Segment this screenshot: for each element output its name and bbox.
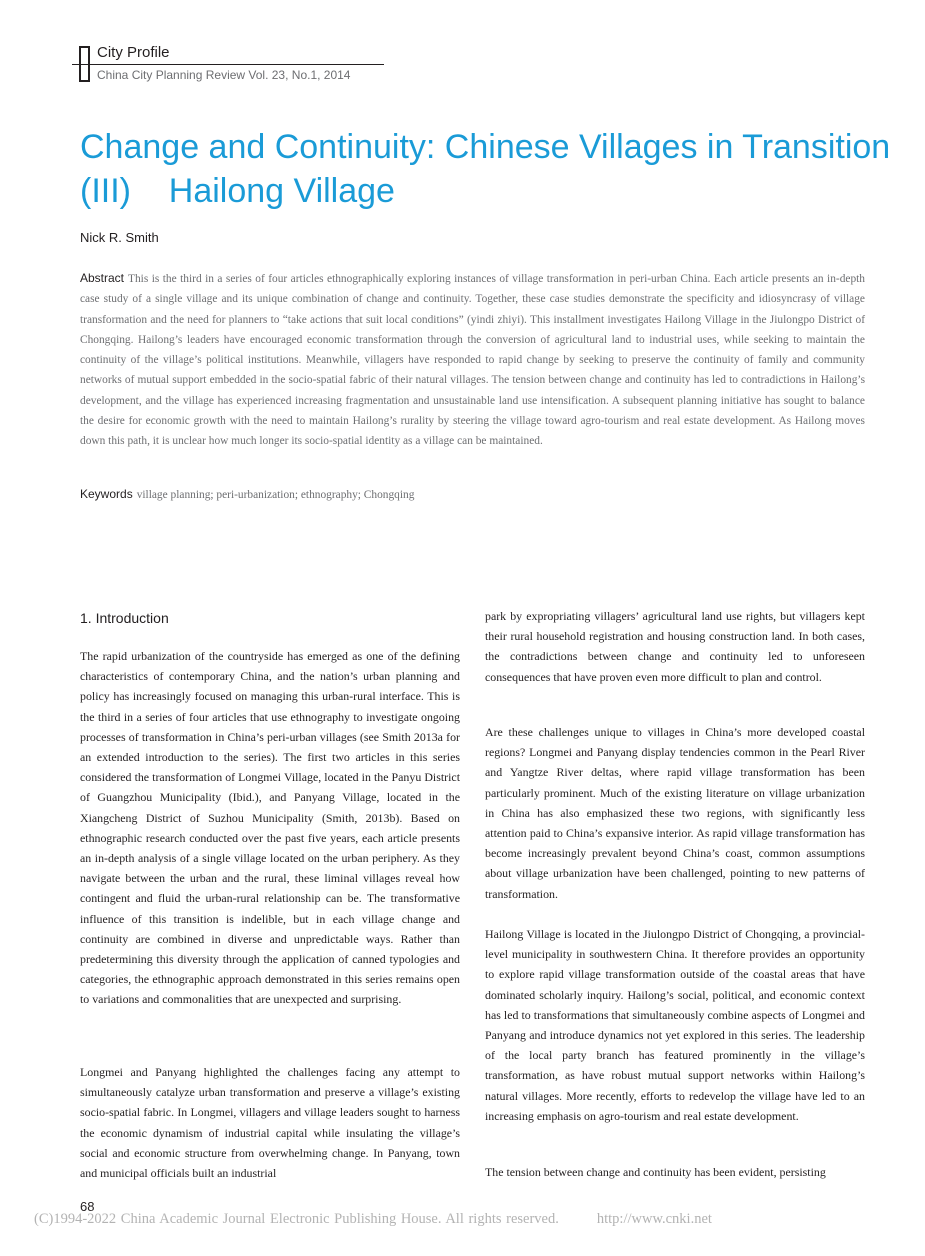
cnki-url[interactable]: http://www.cnki.net	[596, 1211, 712, 1227]
body-paragraph: Hailong Village is located in the Jiulongpo District of Chongqing, a provincial-level municipality in southwestern China. It therefore provides an opportunity to explore rapid village transformation outside of the coastal areas that have dominated scholarly inquiry. Hailong’s social, political, and economic context has led to transformations that simultaneously combine aspects of Longmei and Panyang and introduce dynamics not yet explored in this series. The leadership of the local party branch has featured prominently in the village’s transformation, as have robust mutual support networks within Hailong’s natural villages. More recently, efforts to redevelop the village have led to an increasing emphasis on agro-tourism and real estate development.	[485, 927, 865, 1123]
body-paragraph: The tension between change and continuity has been evident, persisting	[485, 1165, 826, 1179]
copyright-text: (C)1994-2022 China Academic Journal Electronic Publishing House. All rights reserved.	[34, 1211, 559, 1227]
title-line-1: Change and Continuity: Chinese Villages in Transition	[80, 128, 891, 166]
keywords-text: village planning; peri-urbanization; ethnography; Chongqing	[136, 489, 415, 501]
abstract	[80, 268, 865, 452]
body-paragraph: Longmei and Panyang highlighted the challenges facing any attempt to simultaneously catalyze urban transformation and preserve a village’s existing socio-spatial fabric. In Longmei, villagers and village leaders sought to harness the economic dynamism of industrial capital while insulating the village’s social and economic structure from overwhelming change. In Panyang, town and municipal officials built an industrial	[80, 1065, 460, 1181]
copyright-notice	[34, 1211, 712, 1228]
body-paragraph: The rapid urbanization of the countryside has emerged as one of the defining characteristics of contemporary China, and the nation’s urban planning and policy has increasingly focused on managing this urban-rural interface. This is the third in a series of four articles that use ethnography to investigate ongoing processes of transformation in China’s peri-urban villages (see Smith 2013a for an extended introduction to the series). The first two articles in this series considered the transformation of Longmei Village, located in the Panyu District of Guangzhou Municipality (Ibid.), and Panyang Village, located in the Xiangcheng District of Suzhou Municipality (Smith, 2013b). Based on ethnographic research conducted over the past five years, each article presents an in-depth analysis of a single village located on the urban periphery. As they navigate between the urban and the rural, these liminal villages reveal how contingent and fluid the urban-rural relationship can be. The transformative influence of this transition is indelible, but in each village change and continuity are combined in diverse and unpredictable ways. Rather than predetermining this diversity through the application of canned typologies and categories, the ethnographic approach demonstrated in this series remains open to variations and commonalities that are unexpected and surprising.	[80, 649, 460, 1007]
header-rule	[72, 64, 384, 65]
title-line-2: (III) Hailong Village	[80, 172, 395, 210]
abstract-label: Abstract	[80, 271, 125, 285]
journal-citation: China City Planning Review Vol. 23, No.1, 2014	[97, 68, 351, 82]
author-name: Nick R. Smith	[80, 230, 159, 245]
article-title	[80, 125, 891, 213]
keywords	[80, 487, 414, 501]
section-label: City Profile	[97, 44, 170, 61]
keywords-label: Keywords	[80, 487, 133, 501]
body-paragraph: Are these challenges unique to villages in China’s more developed coastal regions? Longmei and Panyang display tendencies common in the Pearl River and Yangtze River deltas, where rapid village transformation has been particularly prominent. Much of the existing literature on village urbanization in China has also emphasized these two regions, with significantly less attention paid to China’s expansive interior. As rapid village transformation has become increasingly prevalent beyond China’s coast, common assumptions about village urbanization have been challenged, pointing to new patterns of transformation.	[485, 725, 865, 901]
page-number: 68	[80, 1199, 95, 1214]
body-paragraph: park by expropriating villagers’ agricultural land use rights, but villagers kept their rural household registration and housing construction land. In both cases, the contradictions between change and continuity led to unforeseen consequences that have proven even more difficult to plan and control.	[485, 609, 865, 684]
section-heading: 1. Introduction	[80, 610, 169, 626]
abstract-text: This is the third in a series of four articles ethnographically exploring instances of village transformation in peri-urban China. Each article presents an in-depth case study of a single village and its unique combination of change and continuity. Together, these case studies demonstrate the specificity and idiosyncrasy of village transformation and the need for planners to “take actions that suit local conditions” (yindi zhiyi). This installment investigates Hailong Village in the Jiulongpo District of Chongqing. Hailong’s leaders have encouraged economic transformation through the conversion of agricultural land to industrial uses, while seeking to maintain the continuity of the village’s political institutions. Meanwhile, villagers have responded to rapid change by seeking to preserve the continuity of family and community networks of mutual support embedded in the socio-spatial fabric of their natural villages. The tension between change and continuity has led to contradictions in Hailong’s development, and the village has experienced increasing fragmentation and unsustainable land use intensification. A subsequent planning initiative has sought to balance the desire for economic growth with the need to maintain Hailong’s rurality by steering the village toward agro-tourism and real estate development. As Hailong moves down this path, it is unclear how much longer its socio-spatial identity as a village can be maintained.	[80, 273, 865, 448]
